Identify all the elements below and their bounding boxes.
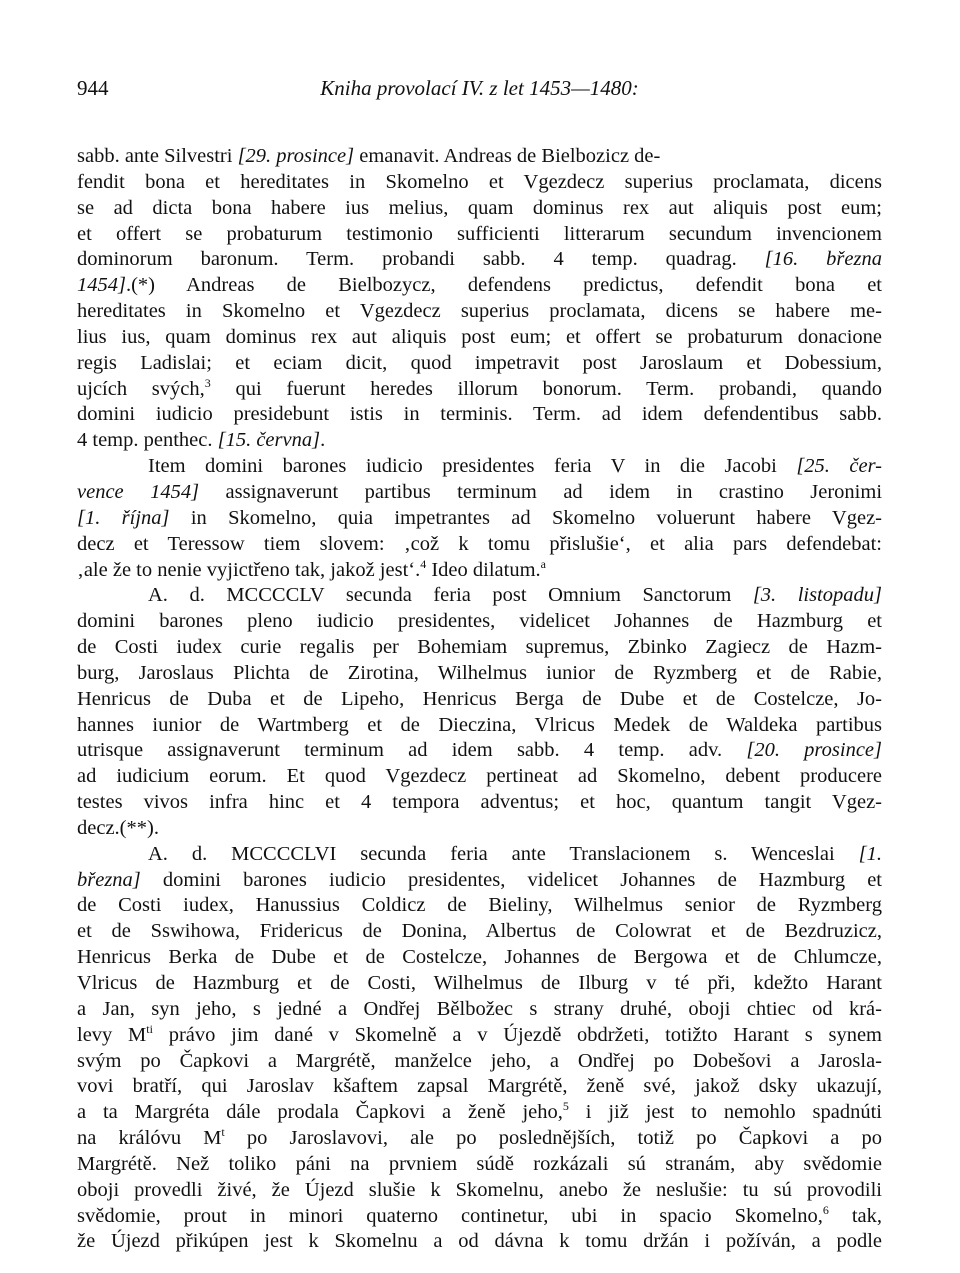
text-line bbox=[77, 428, 882, 454]
text-segment: ujcích svých, bbox=[77, 377, 205, 400]
text-segment: na králóvu M bbox=[77, 1127, 222, 1150]
text-segment: Henricus de Duba et de Lipeho, Henricus Berga de Dube et de Costelcze, Jo- bbox=[77, 687, 882, 710]
text-segment: A. d. MCCCCLV secunda feria post Omnium Sanctorum bbox=[148, 584, 753, 607]
text-segment: testes vivos infra hinc et 4 tempora adventus; et hoc, quantum tangit Vgez- bbox=[77, 791, 882, 814]
text-segment: Vlricus de Hazmburg et de Costi, Wilhelmus de Ilburg v té při, kdežto Harant bbox=[77, 972, 882, 994]
text-line bbox=[77, 196, 882, 222]
text-segment: sabb. ante Silvestri bbox=[77, 145, 238, 167]
text-segment: decz.(**). bbox=[77, 816, 159, 839]
text-segment: tak, bbox=[828, 1204, 882, 1227]
text-line bbox=[77, 868, 882, 894]
page-number: 944 bbox=[77, 76, 109, 100]
running-title: Kniha provolací IV. z let 1453—1480: bbox=[320, 76, 639, 100]
text-segment: ‚ale že to nenie vyjictřeno tak, jakož jest‘. bbox=[77, 558, 421, 581]
text-segment: lius ius, quam dominus rex aut aliquis post eum; et offert se probaturum donacione bbox=[77, 325, 882, 348]
text-segment: . bbox=[320, 429, 326, 452]
text-segment: de Costi iudex, Hanussius Coldicz de Bieliny, Wilhelmus senior de Ryzmberg bbox=[77, 894, 882, 917]
text-line bbox=[77, 247, 882, 273]
text-segment: oboji provedli živé, že Újezd slušie k Skomelnu, anebo že neslušie: tu sú provodili bbox=[77, 1178, 882, 1201]
footnote-mark: t bbox=[221, 1125, 225, 1140]
text-segment: de Costi iudex curie regalis per Bohemiam supremus, Zbinko Zagiecz de Hazm- bbox=[77, 636, 882, 659]
text-segment: fendit bona et hereditates in Skomelno et Vgezdecz superius proclamata, dicens bbox=[77, 170, 882, 193]
text-segment: dominorum baronum. Term. probandi sabb. 4 temp. quadrag. bbox=[77, 248, 765, 271]
text-line bbox=[77, 532, 882, 558]
text-segment: právo jim dané v Skomelně a v Újezdě obdržeti, totižto Harant s synem bbox=[152, 1023, 882, 1046]
text-segment: A. d. MCCCCLVI secunda feria ante Translacionem s. Wenceslai bbox=[148, 842, 859, 865]
text-line bbox=[77, 1204, 882, 1230]
footnote-mark: 3 bbox=[204, 375, 211, 390]
text-segment: se ad dicta bona habere ius melius, quam dominus rex aut aliquis post eum; bbox=[77, 196, 882, 219]
text-segment: vovi bratří, qui Jaroslav kšaftem zapsal Margrétě, ženě své, jakož dsky ukazují, bbox=[77, 1075, 882, 1098]
italic-text: [1. bbox=[858, 842, 882, 865]
text-segment: in Skomelno, quia impetrantes ad Skomelno voluerunt habere Vgez- bbox=[169, 506, 882, 529]
footnote-mark: 4 bbox=[420, 556, 427, 571]
italic-text: března] bbox=[77, 868, 141, 891]
text-segment: i již jest to nemohlo spadnúti bbox=[568, 1101, 882, 1124]
text-line bbox=[77, 1229, 882, 1255]
italic-text: [20. prosince] bbox=[746, 739, 882, 762]
text-segment: že Újezd přikúpen jest k Skomelnu a od dávna k tomu držán i požíván, a podle bbox=[77, 1230, 882, 1253]
text-line bbox=[77, 971, 882, 997]
text-line bbox=[77, 661, 882, 687]
text-line bbox=[77, 222, 882, 248]
text-segment: hannes iunior de Wartmberg et de Dieczina, Vlricus Medek de Waldeka partibus bbox=[77, 713, 882, 736]
text-line bbox=[77, 1074, 882, 1100]
text-segment: decz et Teressow tiem slovem: ‚což k tomu přislušie‘, et alia pars defendebat: bbox=[77, 532, 882, 555]
italic-text: [15. června] bbox=[217, 429, 321, 452]
text-segment: hereditates in Skomelno et Vgezdecz superius proclamata, dicens se habere me- bbox=[77, 300, 882, 323]
text-line bbox=[77, 1126, 882, 1152]
text-segment: ad iudicium eorum. Et quod Vgezdecz pertineat ad Skomelno, debent producere bbox=[77, 765, 882, 788]
text-line bbox=[77, 738, 882, 764]
text-line bbox=[77, 480, 882, 506]
text-line bbox=[77, 325, 882, 351]
text-line bbox=[77, 816, 882, 842]
text-segment: et offert se probaturum testimonio sufficienti litterarum secundum invencionem bbox=[77, 222, 882, 245]
text-line bbox=[77, 893, 882, 919]
text-segment: po Jaroslavovi, ale po poslednějších, totiž po Čapkovi a po bbox=[224, 1127, 882, 1150]
text-segment: Item domini barones iudicio presidentes feria V in die Jacobi bbox=[148, 455, 797, 478]
italic-text: vence 1454] bbox=[77, 480, 200, 503]
text-segment: burg, Jaroslaus Plichta de Zirotina, Wilhelmus iunior de Ryzmberg et de Rabie, bbox=[77, 661, 882, 684]
text-line bbox=[77, 583, 882, 609]
text-segment: utrisque assignaverunt terminum ad idem sabb. 4 temp. adv. bbox=[77, 739, 747, 762]
page-header bbox=[77, 70, 882, 102]
text-segment: a Jan, syn jeho, s jedné a Ondřej Bělbožec s strany druhé, oboji chtiec od krá- bbox=[77, 997, 882, 1020]
text-segment: svědomie, prout in minori quaterno continetur, ubi in spacio Skomelno, bbox=[77, 1204, 823, 1227]
text-line bbox=[77, 945, 882, 971]
footnote-mark: 5 bbox=[562, 1099, 569, 1114]
text-line bbox=[77, 402, 882, 428]
text-line bbox=[77, 351, 882, 377]
text-line bbox=[77, 919, 882, 945]
text-segment: levy M bbox=[77, 1023, 147, 1046]
text-segment: 4 temp. penthec. bbox=[77, 429, 218, 452]
text-segment: emanavit. Andreas de Bielbozicz de- bbox=[354, 145, 661, 167]
italic-text: [3. listopadu] bbox=[752, 584, 882, 607]
text-line bbox=[77, 1049, 882, 1075]
text-line bbox=[77, 1178, 882, 1204]
text-segment: domini barones pleno iudicio presidentes, videlicet Johannes de Hazmburg et bbox=[77, 610, 882, 633]
text-segment: qui fuerunt heredes illorum bonorum. Term. probandi, quando bbox=[210, 377, 883, 400]
italic-text: [1. října] bbox=[77, 506, 170, 529]
text-line bbox=[77, 506, 882, 532]
text-line bbox=[77, 558, 882, 584]
italic-text: [25. čer- bbox=[796, 455, 882, 478]
italic-text: [29. prosince] bbox=[237, 145, 355, 167]
footnote-mark: 6 bbox=[822, 1202, 829, 1217]
footnote-mark: a bbox=[540, 556, 546, 571]
text-line bbox=[77, 713, 882, 739]
text-line bbox=[77, 299, 882, 325]
text-segment: .(*) Andreas de Bielbozycz, defendens predictus, defendit bona et bbox=[125, 274, 882, 297]
body-text bbox=[77, 144, 882, 1255]
text-line bbox=[77, 170, 882, 196]
text-line bbox=[77, 1023, 882, 1049]
text-segment: a ta Margréta dále prodala Čapkovi a ženě jeho, bbox=[77, 1101, 563, 1124]
text-line bbox=[77, 144, 882, 170]
text-segment: svým po Čapkovi a Margrétě, manželce jeho, a Ondřej po Dobešovi a Jarosla- bbox=[77, 1049, 882, 1072]
text-line bbox=[77, 790, 882, 816]
text-segment: regis Ladislai; et eciam dicit, quod impetravit post Jaroslaum et Dobessium, bbox=[77, 351, 882, 374]
text-segment: Henricus Berka de Dube et de Costelcze, Johannes de Bergowa et de Chlumcze, bbox=[77, 946, 882, 969]
text-line bbox=[77, 609, 882, 635]
footnote-mark: ti bbox=[146, 1021, 153, 1036]
text-line bbox=[77, 1152, 882, 1178]
text-segment: Margrétě. Než toliko páni na prvniem súdě rozkázali sú stranám, aby svědomie bbox=[77, 1152, 882, 1175]
text-segment: Ideo dilatum. bbox=[426, 558, 541, 581]
text-segment: domini iudicio presidebunt istis in terminis. Term. ad idem defendentibus sabb. bbox=[77, 403, 882, 426]
text-line bbox=[77, 764, 882, 790]
text-line bbox=[77, 377, 882, 403]
text-line bbox=[77, 1100, 882, 1126]
text-line bbox=[77, 842, 882, 868]
italic-text: 1454] bbox=[77, 274, 126, 297]
text-line bbox=[77, 635, 882, 661]
italic-text: [16. března bbox=[764, 248, 882, 271]
text-line bbox=[77, 454, 882, 480]
text-segment: domini barones iudicio presidentes, videlicet Johannes de Hazmburg et bbox=[140, 868, 882, 891]
text-segment: assignaverunt partibus terminum ad idem in crastino Jeronimi bbox=[199, 480, 883, 503]
text-line bbox=[77, 687, 882, 713]
text-line bbox=[77, 273, 882, 299]
text-segment: et de Sswihowa, Fridericus de Donina, Albertus de Colowrat et de Bezdruzicz, bbox=[77, 920, 882, 943]
text-line bbox=[77, 997, 882, 1023]
